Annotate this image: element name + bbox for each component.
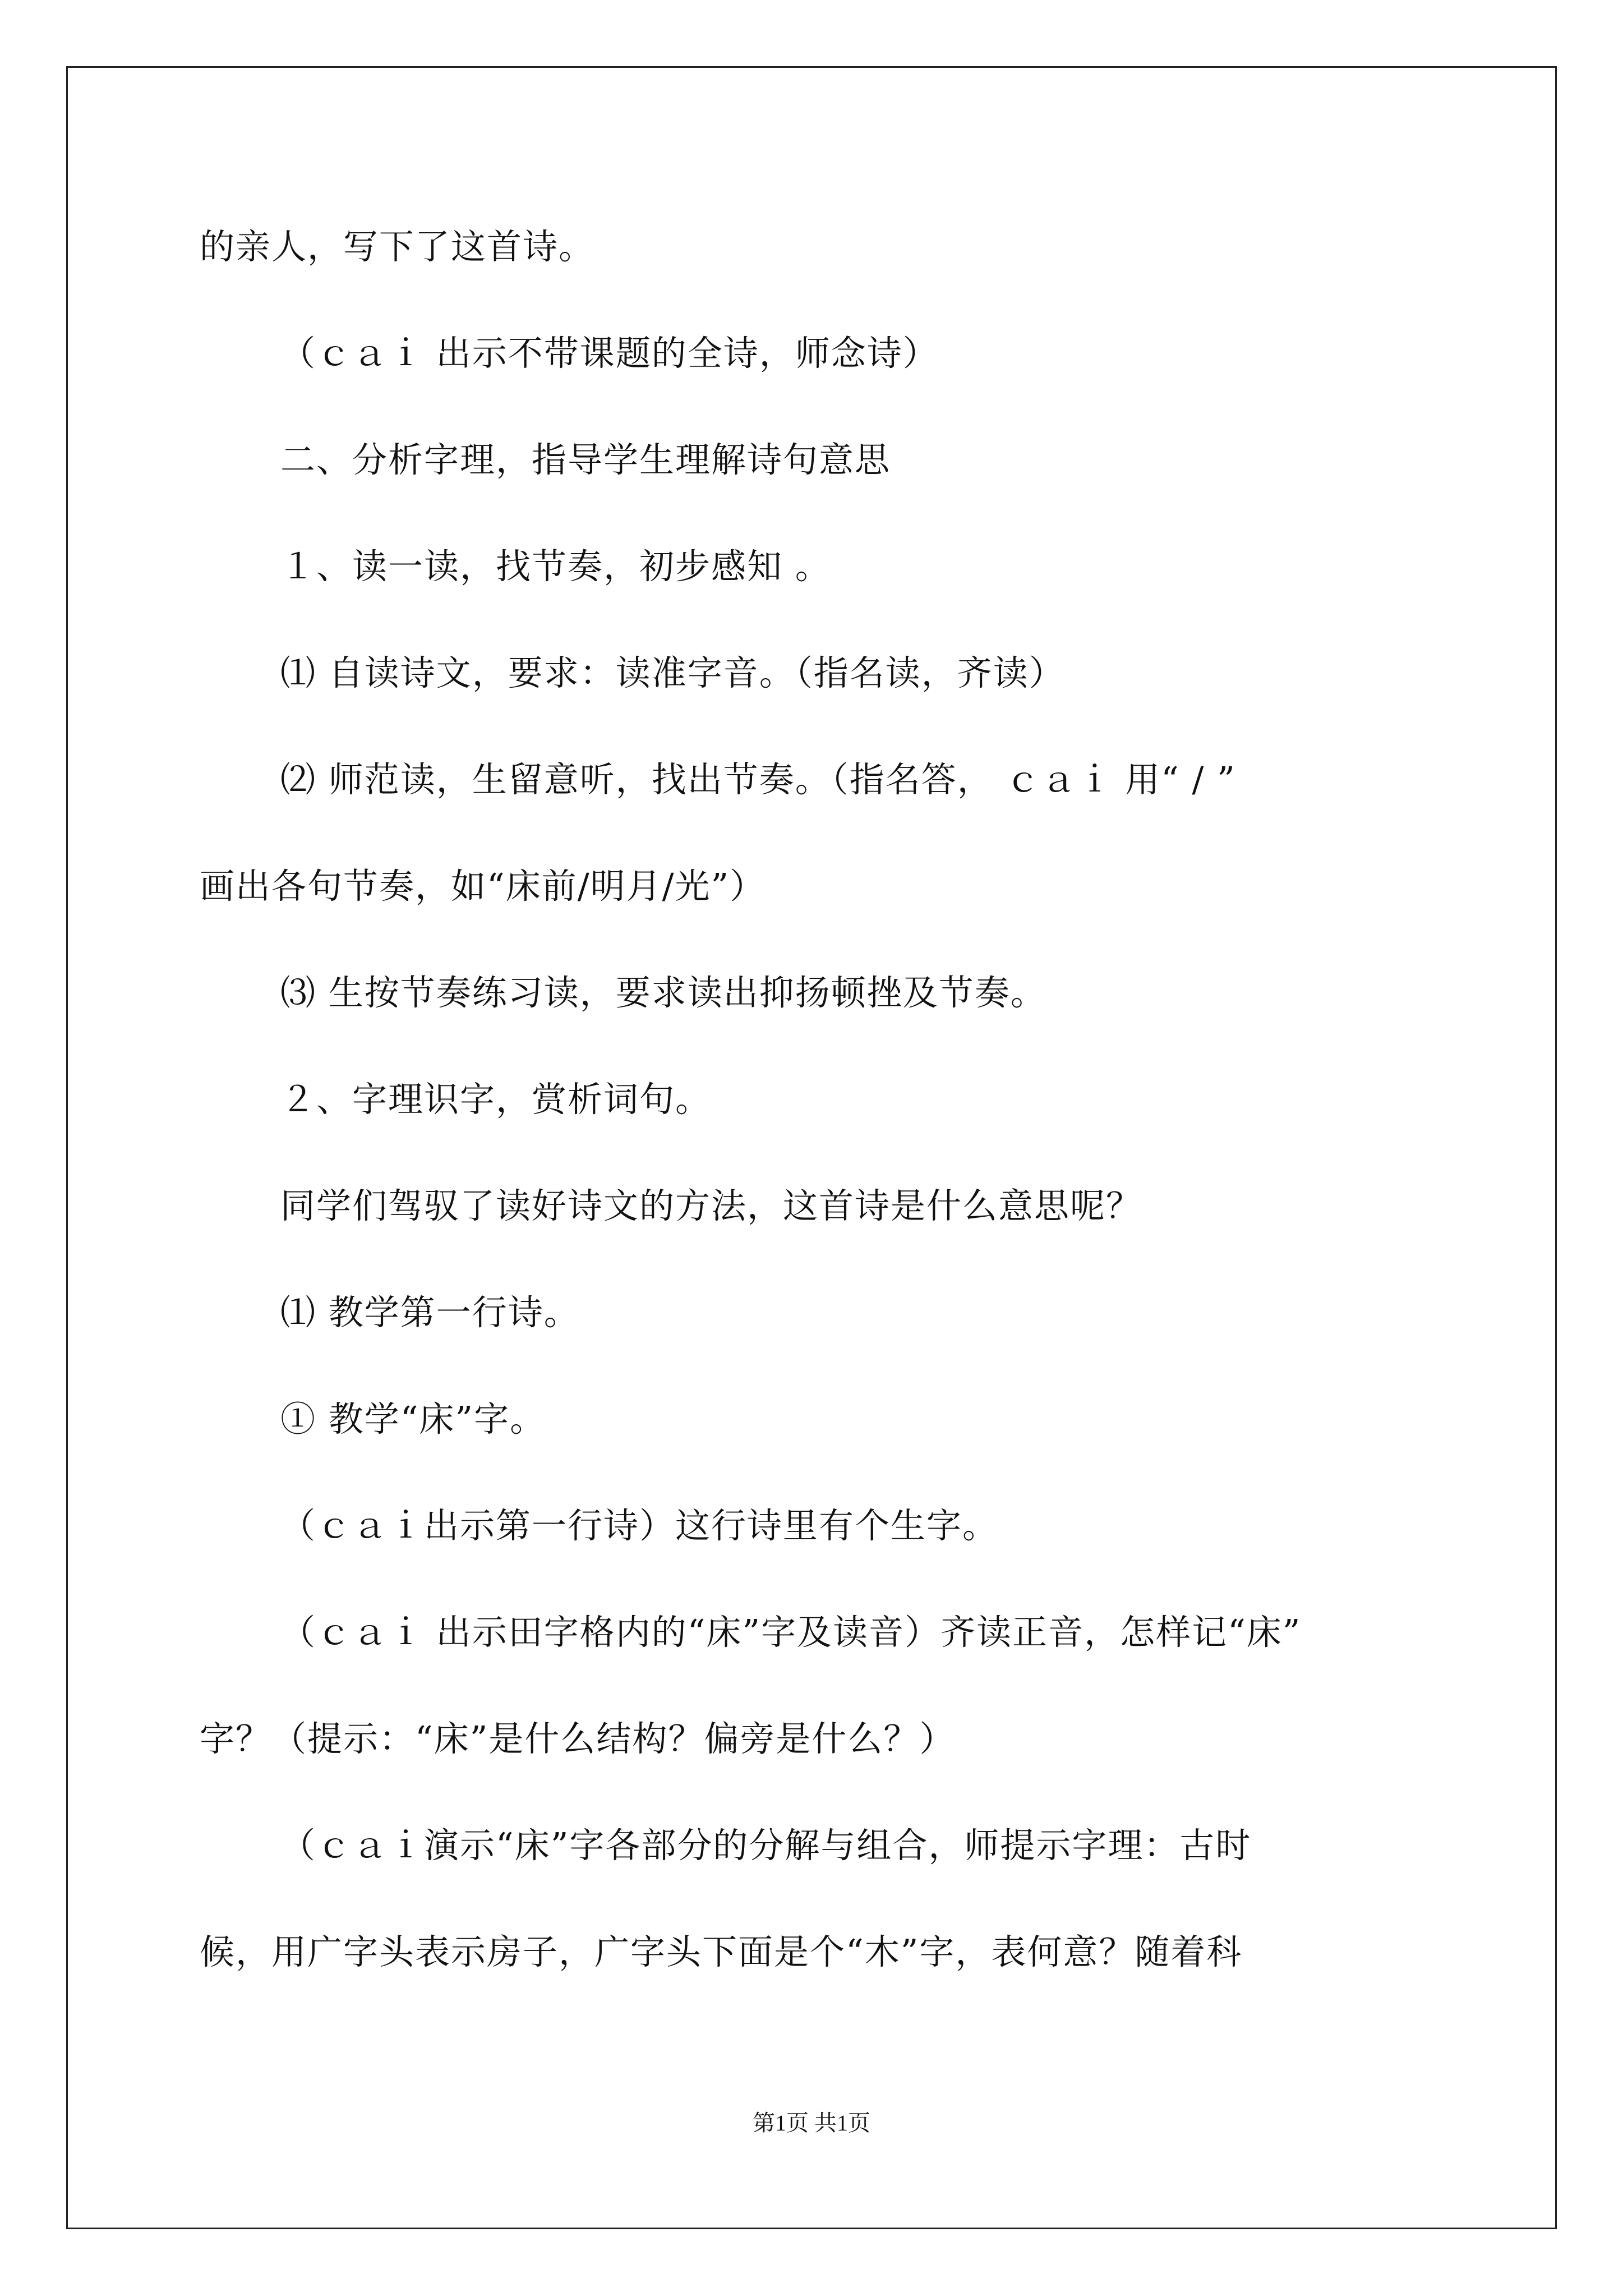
text-line: （ｃａｉ 出示田字格内的“床”字及读音）齐读正音，怎样记“床” [280,1612,1302,1653]
text-line: 候，用广字头表示房子，广字头下面是个“木”字，表何意？随着科 [200,1931,1243,1972]
text-line: １、读一读，找节奏，初步感知 。 [280,546,831,587]
text-line: ⑶ 生按节奏练习读，要求读出抑扬顿挫及节奏。 [280,972,1046,1013]
text-line: 同学们驾驭了读好诗文的方法，这首诗是什么意思呢？ [280,1185,1142,1226]
text-line: （ｃａｉ 出示不带课题的全诗，师念诗） [280,333,939,374]
text-line: 字？（提示：“床”是什么结构？偏旁是什么？） [200,1718,956,1759]
text-line: ⑴ 教学第一行诗。 [280,1292,580,1333]
text-line: ⑴ 自读诗文，要求：读准字音。（指名读，齐读） [280,652,1065,693]
text-line: 的亲人，写下了这首诗。 [200,226,595,267]
text-line: ⑵ 师范读，生留意听，找出节奏。（指名答， ｃａｉ 用“ / ” [280,759,1236,800]
text-line: 二、分析字理，指导学生理解诗句意思 [280,439,891,480]
page-border [66,66,1557,2229]
text-line: ① 教学“床”字。 [280,1398,546,1439]
text-line: （ｃａｉ演示“床”字各部分的分解与组合，师提示字理：古时 [280,1825,1252,1866]
text-line: （ｃａｉ出示第一行诗）这行诗里有个生字。 [280,1505,999,1546]
text-line: 画出各句节奏，如“床前/明月/光”） [200,866,766,907]
text-line: ２、字理识字，赏析词句。 [280,1079,712,1120]
page-footer: 第1页 共1页 [753,2110,870,2136]
